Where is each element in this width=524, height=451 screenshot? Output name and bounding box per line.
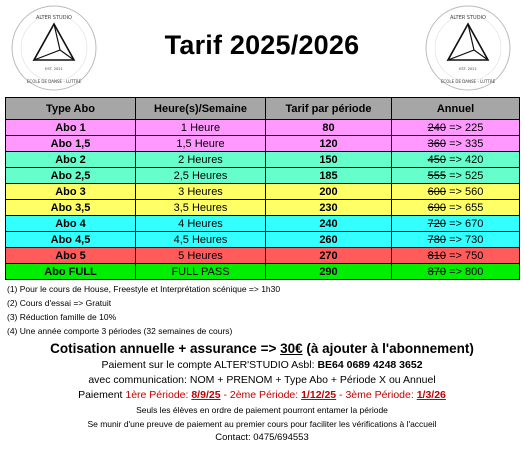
tarif-table-body [6, 120, 520, 280]
cell-tarif: 270 [266, 248, 392, 264]
annuel-new-price: => 730 [446, 233, 484, 246]
cell-annuel [392, 200, 520, 216]
annuel-old-price: 600 [427, 185, 447, 198]
annuel-old-price: 450 [427, 153, 447, 166]
table-row [6, 184, 520, 200]
logo-text-studio: ALTER STUDIO [36, 15, 72, 21]
eleves-line: Seuls les élèves en ordre de paiement pourront entamer la période [136, 405, 388, 415]
cell-type: Abo 3 [6, 184, 136, 200]
cell-tarif: 150 [266, 152, 392, 168]
cell-heures: 2 Heures [136, 152, 266, 168]
logo-text-est: EST. 2021 [459, 67, 477, 71]
footer-info [0, 340, 524, 445]
annuel-new-price: => 750 [446, 249, 484, 262]
annuel-new-price: => 225 [446, 121, 484, 134]
annuel-old-price: 720 [427, 217, 447, 230]
cell-tarif: 185 [266, 168, 392, 184]
logo-text-subtitle: ECOLE DE DANSE - LUTTRE [440, 79, 496, 84]
periodes-line: Paiement 1ère Période: 8/9/25 - 2ème Période: 1/12/25 - 3ème Période: 1/3/26 [78, 389, 446, 401]
cell-heures: 1 Heure [136, 120, 266, 136]
logo-text-est: EST. 2021 [45, 67, 63, 71]
cell-annuel [392, 136, 520, 152]
paiement-compte-line: Paiement sur le compte ALTER'STUDIO Asbl: BE64 0689 4248 3652 [101, 359, 423, 371]
contact-line: Contact: 0475/694553 [215, 432, 309, 443]
cell-tarif: 260 [266, 232, 392, 248]
cell-type: Abo 1,5 [6, 136, 136, 152]
notes [7, 282, 280, 338]
cell-tarif: 230 [266, 200, 392, 216]
cell-annuel [392, 168, 520, 184]
cell-type: Abo 4 [6, 216, 136, 232]
annuel-new-price: => 525 [446, 169, 484, 182]
annuel-new-price: => 800 [446, 265, 484, 278]
cell-annuel [392, 184, 520, 200]
logo-text-studio: ALTER STUDIO [450, 15, 486, 21]
header-heures: Heure(s)/Semaine [136, 98, 266, 120]
table-row [6, 136, 520, 152]
cell-annuel [392, 232, 520, 248]
cotisation-amount: 30€ [280, 341, 303, 356]
cell-tarif: 120 [266, 136, 392, 152]
cell-type: Abo 4,5 [6, 232, 136, 248]
annuel-new-price: => 560 [446, 185, 484, 198]
annuel-old-price: 870 [427, 265, 447, 278]
cell-tarif: 80 [266, 120, 392, 136]
cell-tarif: 290 [266, 264, 392, 280]
cell-heures: 5 Heures [136, 248, 266, 264]
table-row [6, 200, 520, 216]
cell-heures: 1,5 Heure [136, 136, 266, 152]
cell-tarif: 240 [266, 216, 392, 232]
periode-2-date: 1/12/25 [301, 389, 337, 401]
iban: BE64 0689 4248 3652 [317, 359, 423, 371]
cell-type: Abo 1 [6, 120, 136, 136]
logo-text-subtitle: ECOLE DE DANSE - LUTTRE [26, 79, 82, 84]
cell-annuel [392, 152, 520, 168]
preuve-line: Se munir d'une preuve de paiement au premier cours pour faciliter les vérifications à l'accueil [87, 419, 437, 429]
table-row [6, 232, 520, 248]
annuel-old-price: 780 [427, 233, 447, 246]
header-tarif: Tarif par période [266, 98, 392, 120]
annuel-old-price: 240 [427, 121, 447, 134]
cell-annuel [392, 248, 520, 264]
tarif-table [5, 97, 520, 280]
annuel-old-price: 555 [427, 169, 447, 182]
table-header-row [6, 98, 520, 120]
cell-type: Abo 2,5 [6, 168, 136, 184]
annuel-new-price: => 670 [446, 217, 484, 230]
annuel-old-price: 360 [427, 137, 447, 150]
cell-type: Abo 5 [6, 248, 136, 264]
cell-tarif: 200 [266, 184, 392, 200]
cell-heures: 3 Heures [136, 184, 266, 200]
cell-heures: 2,5 Heures [136, 168, 266, 184]
note-2: (2) Cours d'essai => Gratuit [7, 298, 112, 308]
cell-type: Abo 2 [6, 152, 136, 168]
annuel-new-price: => 335 [446, 137, 484, 150]
periode-3-date: 1/3/26 [416, 389, 446, 401]
table-row [6, 152, 520, 168]
cell-heures: 4 Heures [136, 216, 266, 232]
annuel-new-price: => 420 [446, 153, 484, 166]
note-3: (3) Réduction famille de 10% [7, 312, 117, 322]
cell-annuel [392, 216, 520, 232]
note-4: (4) Une année comporte 3 périodes (32 semaines de cours) [7, 326, 233, 336]
cell-heures: 3,5 Heures [136, 200, 266, 216]
cell-type: Abo FULL [6, 264, 136, 280]
header-type-abo: Type Abo [6, 98, 136, 120]
table-row [6, 120, 520, 136]
communication-line: avec communication: NOM + PRENOM + Type Abo + Période X ou Annuel [88, 374, 436, 386]
note-1: (1) Pour le cours de House, Freestyle et Interprétation scénique => 1h30 [7, 284, 281, 294]
periode-1-date: 8/9/25 [191, 389, 221, 401]
table-row [6, 264, 520, 280]
cell-annuel [392, 120, 520, 136]
cell-heures: 4,5 Heures [136, 232, 266, 248]
page-title: Tarif 2025/2026 [164, 30, 360, 60]
table-row [6, 168, 520, 184]
cell-heures: FULL PASS [136, 264, 266, 280]
cell-annuel [392, 264, 520, 280]
table-row [6, 248, 520, 264]
annuel-old-price: 810 [427, 249, 447, 262]
annuel-old-price: 690 [427, 201, 447, 214]
annuel-new-price: => 655 [446, 201, 484, 214]
cell-type: Abo 3,5 [6, 200, 136, 216]
table-row [6, 216, 520, 232]
header-annuel: Annuel [392, 98, 520, 120]
cotisation-line: Cotisation annuelle + assurance => 30€ (à ajouter à l'abonnement) [50, 341, 474, 356]
